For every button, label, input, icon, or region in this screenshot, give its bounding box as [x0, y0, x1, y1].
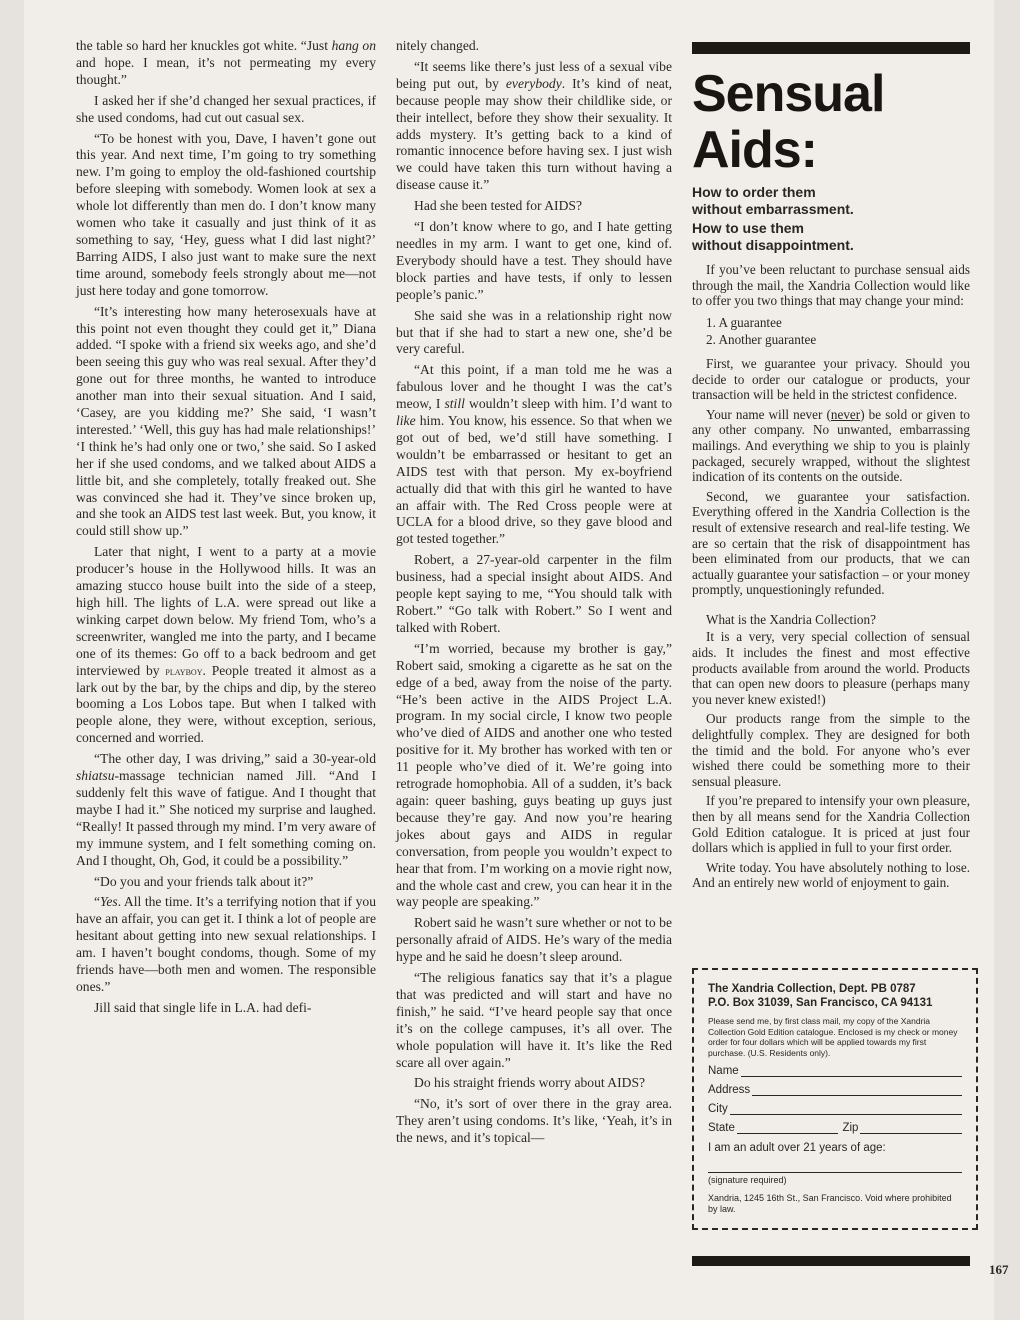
article-column-1	[76, 38, 376, 1021]
ad-body	[692, 262, 970, 891]
coupon-adult-statement: I am an adult over 21 years of age:	[708, 1142, 886, 1154]
article-paragraph: nitely changed.	[396, 38, 480, 53]
article-paragraph: “At this point, if a man told me he was a fabulous lover and he thought I was the cat’s meow, I still wouldn’t sleep with him. I’d want to like him. You know, his essence. So that when we got out of bed, we’d still have something. I wouldn’t be embarrassed or hesitant to get an AIDS test with that person. My ex-boyfriend actually did that with this girl he wanted to have an affair with. The Red Cross people were at UCLA for a blood drive, so they gave blood and got tested together.”	[396, 362, 672, 547]
coupon-name-field[interactable]	[708, 1064, 962, 1077]
coupon-state-label: State	[708, 1122, 735, 1134]
article-paragraph: “I don’t know where to go, and I hate getting needles in my arm. I want to get one, kind of. Everybody should have a test. They should have block parties and have tests, if only to lessen people’s panic.”	[396, 219, 672, 302]
ad-paragraph: If you’ve been reluctant to purchase sensual aids through the mail, the Xandria Collection would like to offer you two things that may change your mind:	[692, 262, 970, 309]
ad-subheads	[692, 184, 970, 254]
coupon-address-line1: The Xandria Collection, Dept. PB 0787	[708, 983, 916, 995]
ad-paragraph: Second, we guarantee your satisfaction. Everything offered in the Xandria Collection is the result of extensive research and real-life testing. We are so certain that the risk of disappointment has been eliminated from our products, that we can actually guarantee your satisfaction – or your money promptly, unquestioningly refunded.	[692, 488, 970, 598]
magazine-page	[24, 0, 1009, 1320]
xandria-advertisement	[692, 42, 970, 895]
article-paragraph: “To be honest with you, Dave, I haven’t gone out this year. And next time, I’m going to try something new. I’m going to employ the old-fashioned courtship before sleeping with somebody. Women look at sex a whole lot differently than men do. I don’t know many women who take it casually and just think of it as something to say, ‘Hey, guess what I did last night?’ Barring AIDS, I also just want to make sure the next time around, somebody feels strongly about me—not just here today and gone tomorrow.	[76, 130, 376, 298]
coupon-address-line[interactable]	[752, 1083, 962, 1096]
article-paragraph: She said she was in a relationship right now but that if she had to start a new one, she’d be very careful.	[396, 307, 672, 357]
ad-paragraph: First, we guarantee your privacy. Should you decide to order our catalogue or products, your transaction will be held in the strictest confidence.	[692, 355, 970, 403]
article-paragraph: Jill said that single life in L.A. had defi-	[94, 999, 312, 1015]
ad-paragraph: Our products range from the simple to the delightfully complex. They are designed for both the timid and the bold. For anyone who’s ever wished there could be something more to their sensual pleasure.	[692, 711, 970, 789]
order-coupon	[692, 968, 978, 1230]
ad-bottom-rule	[692, 1256, 970, 1266]
coupon-city-label: City	[708, 1103, 728, 1115]
article-paragraph: “No, it’s sort of over there in the gray area. They aren’t using condoms. It’s like, ‘Yeah, it’s in the news, and it’s topical—	[396, 1096, 672, 1146]
coupon-address	[708, 982, 962, 1010]
article-paragraph: “The other day, I was driving,” said a 30-year-old shiatsu-massage technician named Jill. “And I suddenly felt this wave of fatigue. And I thought that maybe I had it.” She noticed my surprise and laughed. “Really! It passed through my mind. I’m very aware of my immune system, and I felt something coming on. And I thought, Oh, God, it could be a possibility.”	[76, 751, 376, 868]
ad-guarantee-list	[692, 315, 970, 348]
article-paragraph: “Do you and your friends talk about it?”	[94, 873, 314, 889]
coupon-state-zip-field[interactable]	[708, 1121, 962, 1134]
ad-subhead-use	[692, 220, 970, 254]
article-paragraph: I asked her if she’d changed her sexual practices, if she used condoms, had cut out casual sex.	[76, 92, 376, 125]
coupon-city-line[interactable]	[730, 1102, 962, 1115]
article-paragraph: “It’s interesting how many heterosexuals have at this point not even thought they could get it,” Diana added. “I spoke with a friend six weeks ago, and she’d been seeing this guy who was real sexual. After they’d gone out for three months, he wanted to introduce another man into their sexual situation. And I said, ‘Casey, are you kidding me?’ She said, ‘I wasn’t interested.’ ‘Well, this guy has had male relationships!’ ‘I think he’s had only one or two,’ she said. So I asked her if she used condoms, and we talked about AIDS a little bit, and she completely, totally freaked out. She was convinced she had it. They’ve since broken up, and she took an AIDS test last week. But, you know, it could still show up.”	[76, 303, 376, 539]
ad-question: What is the Xandria Collection?	[706, 611, 876, 627]
ad-subhead-order	[692, 184, 970, 218]
ad-headline-line2: Aids:	[692, 121, 817, 179]
ad-paragraph: Your name will never (never) be sold or given to any other company. No unwanted, embarrassing mailings. And everything we ship to you is plainly packaged, securely wrapped, without the slightest indication of its contents on the outside.	[692, 406, 970, 485]
coupon-address-label: Address	[708, 1084, 751, 1096]
article-paragraph: Robert said he wasn’t sure whether or not to be personally afraid of AIDS. He’s wary of the media hype and he said he doesn’t sleep around.	[396, 915, 672, 965]
ad-paragraph: It is a very, very special collection of sensual aids. It includes the finest and most effective products available from around the world. Products that can open new doors to pleasure (perhaps many you never knew existed!)	[692, 629, 970, 707]
coupon-zip-label: Zip	[842, 1122, 859, 1134]
article-paragraph: “The religious fanatics say that it’s a plague that was predicted and will start and have no finish,” he said. “I’ve heard people say that once it’s on the college campuses, it’s all over. The whole population will have it. It’s like the Red scare all over again.”	[396, 970, 672, 1070]
coupon-address-line2: P.O. Box 31039, San Francisco, CA 94131	[708, 997, 933, 1009]
article-paragraph: Robert, a 27-year-old carpenter in the film business, had a special insight about AIDS. And people kept saying to me, “You should talk with Robert.” “Go talk with Robert.” So I went and talked with Robert.	[396, 552, 672, 635]
coupon-footer: Xandria, 1245 16th St., San Francisco. Void where prohibited by law.	[708, 1193, 952, 1214]
ad-subhead-order-b: without embarrassment.	[692, 201, 854, 217]
article-paragraph: Had she been tested for AIDS?	[414, 198, 582, 214]
article-paragraph: the table so hard her knuckles got white. “Just hang on and hope. I mean, it’s not permeating my every thought.”	[76, 38, 376, 87]
coupon-fine-print: Please send me, by first class mail, my copy of the Xandria Collection Gold Edition catalogue. Enclosed is my check or money order for four dollars which will be applied towards my first purchase. (U.S. Residents only).	[708, 1016, 958, 1058]
article-paragraph: “It seems like there’s just less of a sexual vibe being put out, by everybody. It’s kind of neat, because people may show their childlike side, or their intellect, before they show their sexuality. It adds mystery. It’s getting back to a kind of romantic innocence before having sex. I just wish we could have taken this turn without having a disease cause it.”	[396, 58, 672, 193]
ad-subhead-order-a: How to order them	[692, 184, 816, 200]
ad-paragraph: If you’re prepared to intensify your own pleasure, then by all means send for the Xandria Collection Gold Edition catalogue. It is priced at just four dollars which is applied in full to your first order.	[692, 793, 970, 856]
article-column-2	[396, 38, 672, 1151]
coupon-zip-line[interactable]	[860, 1121, 962, 1134]
ad-list-item: 2. Another guarantee	[706, 332, 817, 348]
article-paragraph: “I’m worried, because my brother is gay,” Robert said, smoking a cigarette as he sat on the edge of a bed, away from the noise of the party. “He’s been active in the AIDS Project L.A. program. In my social circle, I know two people who’ve died of AIDS and another one who tested positive for it. My brother has worked with ten or 11 people who’ve died of it. We’re going into retrograde homophobia. All of a sudden, it’s back again: queer bashing, guys beating up guys just because they’re gay. And now you’re hearing jokes about gays and AIDS in regular conversation, from people you wouldn’t expect to hear that from. I’m working on a movie right now, and the whole cast and crew, you can hear it in the way people are speaking.”	[396, 640, 672, 910]
ad-subhead-use-b: without disappointment.	[692, 237, 854, 253]
article-paragraph: “Yes. All the time. It’s a terrifying notion that if you have an affair, you can get it. I think a lot of people are hesitant about getting into new sexual relationships. I am. I haven’t bought condoms, though. Some of my friends have—both men and women. The responsible ones.”	[76, 894, 376, 994]
article-paragraph: Later that night, I went to a party at a movie producer’s house in the Hollywood hills. It was an amazing stucco house built into the side of a steep, high hill. The lights of L.A. were spread out like a winking carpet down below. My friend Tom, who’s a screenwriter, wangled me into the party, and I became one of its themes: Go off to a back bedroom and get interviewed by playboy. People treated it almost as a lark out by the bar, by the chips and dip, by the stereo booming a Los Lobos tape. But when I talked with people alone, they were, without exception, serious, concerned and worried.	[76, 544, 376, 746]
article-paragraph: Do his straight friends worry about AIDS?	[414, 1075, 646, 1091]
coupon-name-line[interactable]	[741, 1064, 962, 1077]
ad-list-item: 1. A guarantee	[706, 314, 782, 330]
coupon-signature-label: (signature required)	[708, 1175, 787, 1185]
ad-subhead-use-a: How to use them	[692, 220, 805, 236]
coupon-name-label: Name	[708, 1065, 739, 1077]
ad-headline-line1: Sensual	[692, 65, 885, 123]
coupon-address-field[interactable]	[708, 1083, 962, 1096]
ad-paragraph: Write today. You have absolutely nothing to lose. And an entirely new world of enjoyment to gain.	[692, 859, 970, 891]
ad-top-rule	[692, 42, 970, 54]
ad-headline	[692, 66, 970, 178]
page-number: 167	[989, 1262, 1009, 1277]
coupon-state-line[interactable]	[737, 1121, 839, 1134]
coupon-signature-line[interactable]	[708, 1154, 962, 1173]
coupon-city-field[interactable]	[708, 1102, 962, 1115]
